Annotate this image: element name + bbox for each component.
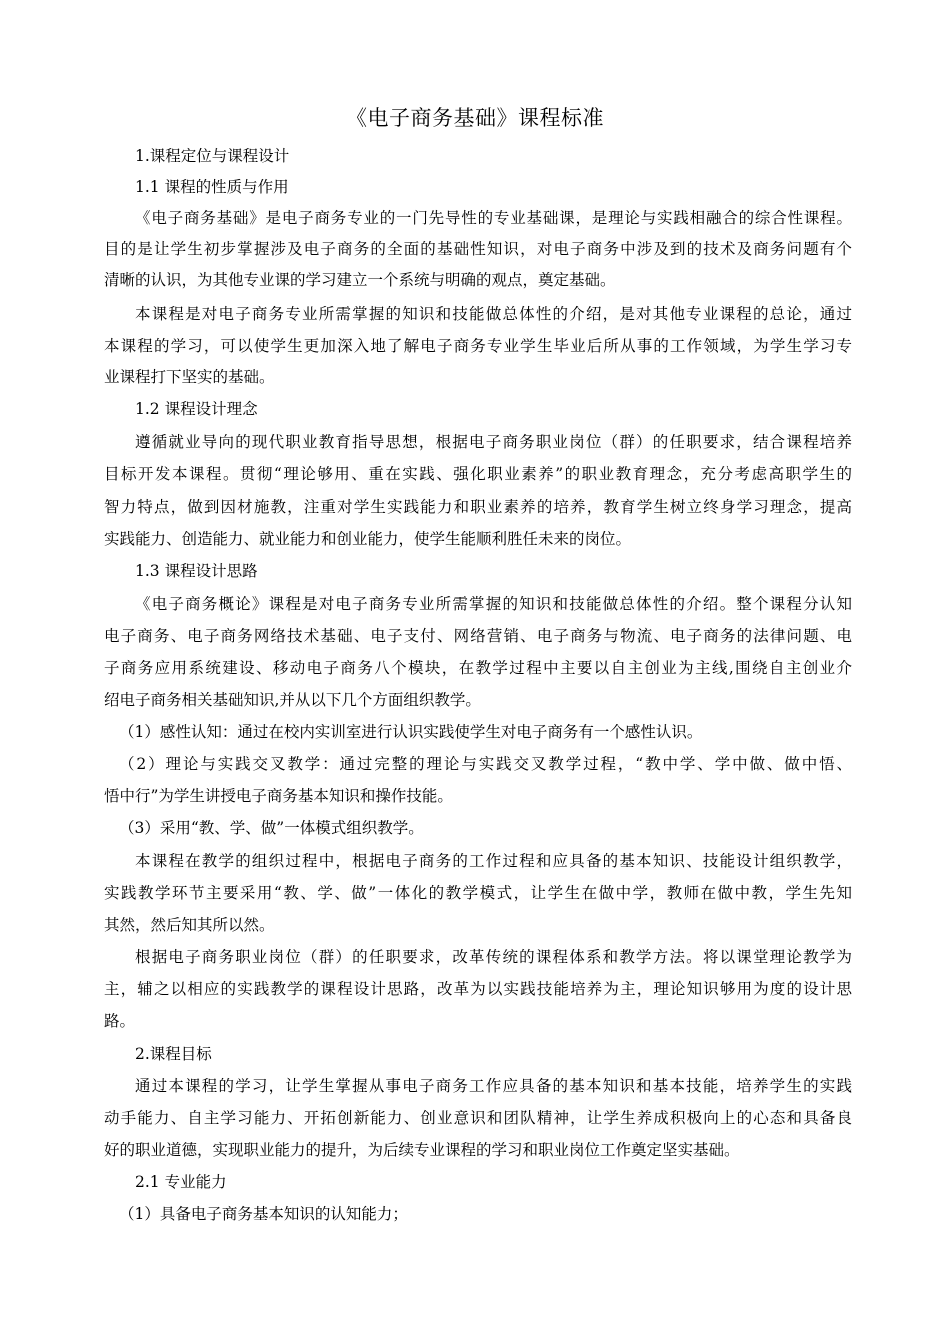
paragraph-line: 智力特点，做到因材施教，注重对学生实践能力和职业素养的培养，教育学生树立终身学习理念，提高 <box>104 498 852 516</box>
list-item: （1）具备电子商务基本知识的认知能力； <box>119 1205 408 1223</box>
subsection-heading: 1.1 课程的性质与作用 <box>135 178 289 196</box>
paragraph-line: 电子商务、电子商务网络技术基础、电子支付、网络营销、电子商务与物流、电子商务的法律问题、电 <box>104 627 852 645</box>
list-item: （2）理论与实践交叉教学：通过完整的理论与实践交叉教学过程，“教中学、学中做、做中悟、 <box>119 755 852 773</box>
subsection-heading: 1.2 课程设计理念 <box>135 400 258 418</box>
paragraph-line: 清晰的认识，为其他专业课的学习建立一个系统与明确的观点，奠定基础。 <box>104 271 616 289</box>
subsection-heading: 2.1 专业能力 <box>135 1173 227 1191</box>
subsection-heading: 1.3 课程设计思路 <box>135 562 258 580</box>
paragraph-line: 实践能力、创造能力、就业能力和创业能力，使学生能顺利胜任未来的岗位。 <box>104 530 632 548</box>
paragraph-line: 遵循就业导向的现代职业教育指导思想，根据电子商务职业岗位（群）的任职要求，结合课程培养 <box>135 433 852 451</box>
paragraph-line: 实践教学环节主要采用“教、学、做”一体化的教学模式，让学生在做中学，教师在做中教，学生先知 <box>104 884 852 902</box>
paragraph-line: 目的是让学生初步掌握涉及电子商务的全面的基础性知识，对电子商务中涉及到的技术及商务问题有个 <box>104 240 852 258</box>
list-item: （3）采用“教、学、做”一体模式组织教学。 <box>119 819 424 837</box>
paragraph-line: 《电子商务基础》是电子商务专业的一门先导性的专业基础课，是理论与实践相融合的综合性课程。 <box>135 209 852 227</box>
paragraph-line: 本课程的学习，可以使学生更加深入地了解电子商务专业学生毕业后所从事的工作领域，为学生学习专 <box>104 337 852 355</box>
section-heading: 1.课程定位与课程设计 <box>135 147 290 165</box>
document-title: 《电子商务基础》课程标准 <box>346 106 604 130</box>
paragraph-line: 其然，然后知其所以然。 <box>104 916 275 934</box>
paragraph-line: 业课程打下坚实的基础。 <box>104 368 275 386</box>
paragraph-line: 根据电子商务职业岗位（群）的任职要求，改革传统的课程体系和教学方法。将以课堂理论教学为 <box>135 948 852 966</box>
paragraph-line: 路。 <box>104 1012 136 1030</box>
paragraph-line: 本课程是对电子商务专业所需掌握的知识和技能做总体性的介绍，是对其他专业课程的总论，通过 <box>135 305 852 323</box>
paragraph-line: 本课程在教学的组织过程中，根据电子商务的工作过程和应具备的基本知识、技能设计组织教学， <box>135 852 852 870</box>
paragraph-line: 动手能力、自主学习能力、开拓创新能力、创业意识和团队精神，让学生养成积极向上的心态和具备良 <box>104 1109 852 1127</box>
list-item-continuation: 悟中行”为学生讲授电子商务基本知识和操作技能。 <box>104 787 453 805</box>
paragraph-line: 子商务应用系统建设、移动电子商务八个模块，在教学过程中主要以自主创业为主线,围绕自主创业介 <box>104 659 852 677</box>
paragraph-line: 绍电子商务相关基础知识,并从以下几个方面组织教学。 <box>104 691 481 709</box>
paragraph-line: 主，辅之以相应的实践教学的课程设计思路，改革为以实践技能培养为主，理论知识够用为度的设计思 <box>104 980 852 998</box>
section-heading: 2.课程目标 <box>135 1045 212 1063</box>
paragraph-line: 通过本课程的学习，让学生掌握从事电子商务工作应具备的基本知识和基本技能，培养学生的实践 <box>135 1077 852 1095</box>
paragraph-line: 好的职业道德，实现职业能力的提升，为后续专业课程的学习和职业岗位工作奠定坚实基础。 <box>104 1141 740 1159</box>
paragraph-line: 目标开发本课程。贯彻“理论够用、重在实践、强化职业素养”的职业教育理念，充分考虑高职学生的 <box>104 465 852 483</box>
paragraph-line: 《电子商务概论》课程是对电子商务专业所需掌握的知识和技能做总体性的介绍。整个课程分认知 <box>135 595 852 613</box>
list-item: （1）感性认知：通过在校内实训室进行认识实践使学生对电子商务有一个感性认识。 <box>119 723 703 741</box>
